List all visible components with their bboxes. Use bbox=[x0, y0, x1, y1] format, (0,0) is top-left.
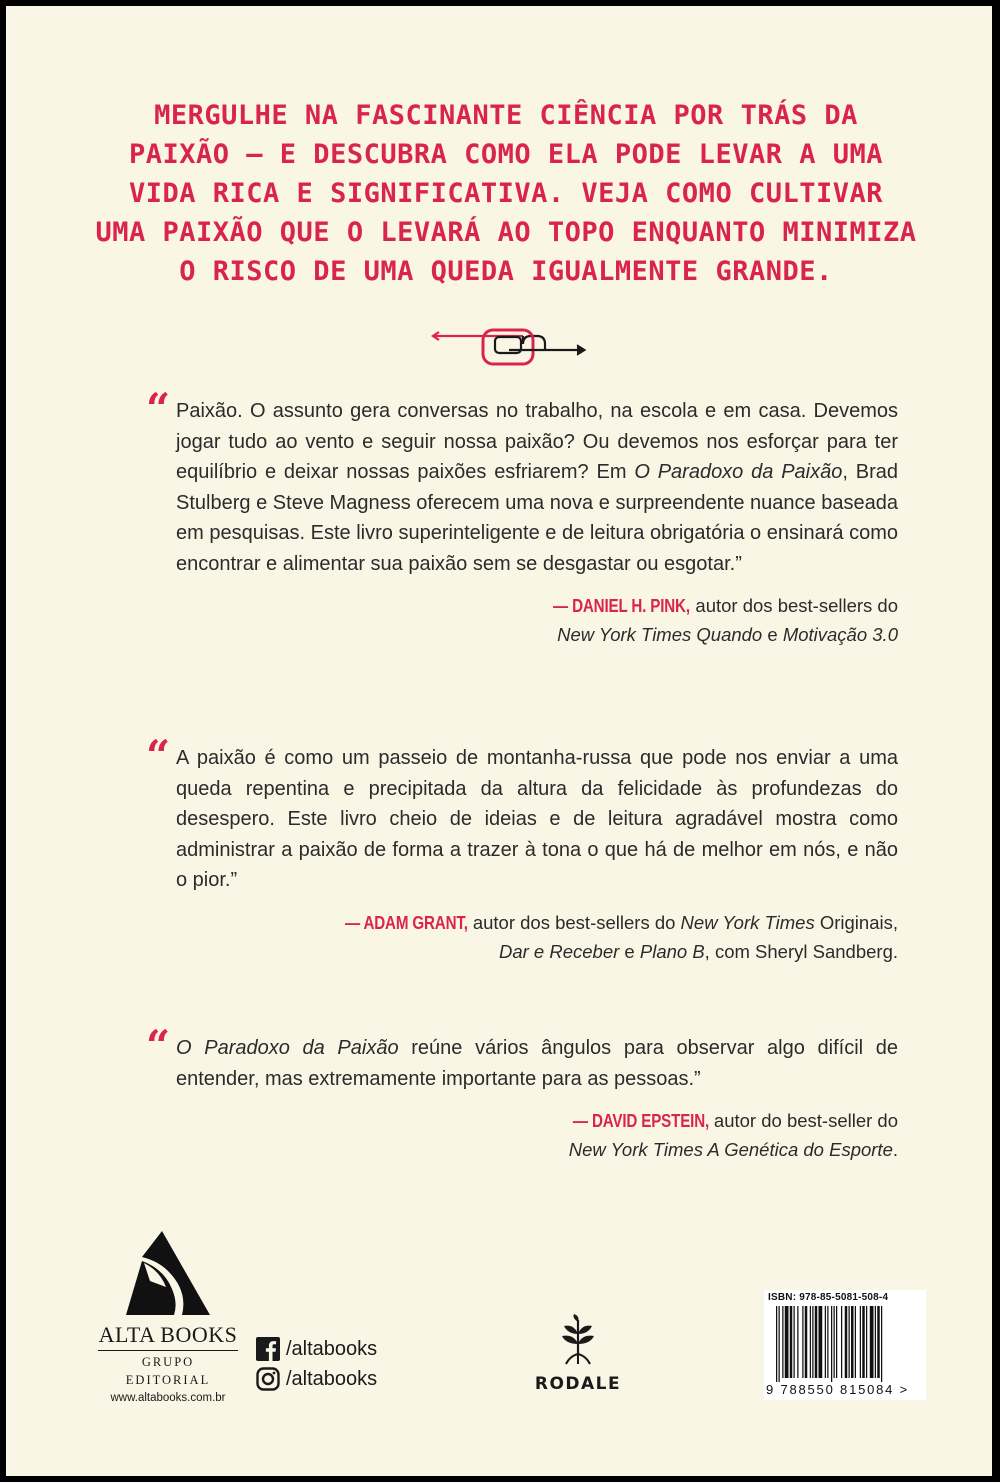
book-title: O Paradoxo da Paixão bbox=[634, 461, 843, 483]
social-handle: /altabooks bbox=[286, 1367, 378, 1390]
barcode-bar bbox=[870, 1306, 874, 1378]
barcode-bar bbox=[845, 1306, 848, 1378]
barcode-bar bbox=[812, 1306, 813, 1378]
author-credentials: autor dos best-sellers do bbox=[690, 595, 898, 616]
author-credentials: autor do best-seller do bbox=[708, 1110, 898, 1131]
barcode-bar bbox=[831, 1306, 832, 1382]
barcode-bar bbox=[815, 1306, 818, 1378]
barcode-bar bbox=[834, 1306, 835, 1378]
barcode-bars bbox=[766, 1306, 924, 1382]
coauthor: , com Sheryl Sandberg. bbox=[704, 940, 898, 962]
barcode-bar bbox=[819, 1306, 823, 1378]
quote-david-epstein bbox=[146, 1021, 898, 1164]
headline-line: UMA PAIXÃO QUE O LEVARÁ AO TOPO ENQUANTO MINIMIZA bbox=[95, 217, 917, 248]
book-title: Plano B bbox=[639, 940, 705, 962]
barcode-bar bbox=[779, 1306, 780, 1382]
author-credentials: autor dos best-sellers do bbox=[467, 911, 681, 933]
barcode-bar bbox=[875, 1306, 876, 1378]
author-name: — DANIEL H. PINK, bbox=[553, 595, 691, 616]
quote-mark: “ bbox=[146, 731, 171, 780]
headline-line: PAIXÃO — E DESCUBRA COMO ELA PODE LEVAR A UMA bbox=[129, 139, 883, 170]
publisher-brand bbox=[98, 1322, 238, 1407]
quote-text-part: Paixão. O assunto gera conversas no trabalho, na escola e em casa. Devemos jogar tudo ao vento e seguir nossa paixão? Ou devemos nos esforçar para ter equilíbrio e deixar nossas paixões esfriarem? Em bbox=[176, 400, 898, 483]
punctuation: . bbox=[892, 1139, 898, 1160]
quote-adam-grant bbox=[146, 731, 898, 966]
quote-daniel-pink bbox=[146, 384, 898, 649]
social-instagram[interactable] bbox=[256, 1364, 377, 1394]
barcode-bar bbox=[785, 1306, 789, 1378]
quote-text-part: , Brad Stulberg e Steve Magness oferecem uma nova e surpreendente nuance baseada em pesquisas. Este livro superinteligente e de leitura obrigatória o ensinará como encontrar e alimentar sua paixão sem se desgastar ou esgotar.” bbox=[176, 461, 898, 575]
newspaper-name: New York Times bbox=[680, 911, 815, 933]
headline-line: O RISCO DE UMA QUEDA IGUALMENTE GRANDE. bbox=[179, 256, 833, 287]
barcode-bar bbox=[841, 1306, 842, 1378]
author-name: — ADAM GRANT, bbox=[344, 911, 468, 933]
quote-text bbox=[176, 396, 898, 579]
book-title: Originais, bbox=[814, 911, 898, 933]
quote-attribution bbox=[146, 591, 898, 649]
imprint-rodale bbox=[528, 1314, 628, 1394]
facebook-icon bbox=[256, 1337, 280, 1361]
barcode-bar bbox=[862, 1306, 865, 1378]
barcode-bar bbox=[877, 1306, 880, 1378]
barcode-bar bbox=[825, 1306, 826, 1378]
barcode-bar bbox=[805, 1306, 808, 1378]
loop-arrow-icon bbox=[431, 324, 596, 369]
barcode-bar bbox=[866, 1306, 867, 1378]
barcode-bar bbox=[851, 1306, 854, 1378]
book-title: Motivação 3.0 bbox=[782, 624, 898, 645]
quote-attribution bbox=[146, 908, 898, 966]
instagram-icon bbox=[256, 1367, 280, 1391]
barcode-bar bbox=[881, 1306, 882, 1382]
barcode-bar bbox=[790, 1306, 793, 1378]
quote-text-part: reúne vários ângulos para observar algo difícil de entender, mas extremamente importante para as pessoas.” bbox=[176, 1037, 898, 1090]
sprout-icon bbox=[556, 1314, 600, 1366]
barcode-bar bbox=[849, 1306, 850, 1378]
social-facebook[interactable] bbox=[256, 1334, 377, 1364]
publisher-name: ALTA BOOKS bbox=[98, 1322, 238, 1347]
book-title: Dar e Receber bbox=[498, 940, 620, 962]
alta-books-mountain-icon bbox=[98, 1231, 238, 1321]
book-title: New York Times A Genética do Esporte bbox=[568, 1139, 893, 1160]
quote-text bbox=[176, 1033, 898, 1094]
headline-line: MERGULHE NA FASCINANTE CIÊNCIA POR TRÁS DA bbox=[154, 100, 858, 131]
imprint-name: RODALE bbox=[534, 1374, 622, 1394]
barcode-bar bbox=[810, 1306, 811, 1378]
barcode-bar bbox=[836, 1306, 837, 1378]
barcode-bar bbox=[782, 1306, 783, 1378]
book-title: New York Times Quando bbox=[557, 624, 763, 645]
barcode-digits: 9 788550 815084 > bbox=[766, 1382, 910, 1397]
publisher-subtitle: GRUPO EDITORIAL bbox=[98, 1350, 238, 1389]
headline-line: VIDA RICA E SIGNIFICATIVA. VEJA COMO CULTIVAR bbox=[129, 178, 883, 209]
author-name: — DAVID EPSTEIN, bbox=[572, 1110, 709, 1131]
barcode-bar bbox=[860, 1306, 861, 1378]
headline bbox=[76, 96, 936, 291]
barcode-bar bbox=[802, 1306, 803, 1378]
social-handle: /altabooks bbox=[286, 1337, 378, 1360]
connector: e bbox=[762, 624, 783, 645]
social-links bbox=[256, 1334, 377, 1394]
connector: e bbox=[619, 940, 640, 962]
quote-attribution bbox=[146, 1106, 898, 1164]
barcode-bar bbox=[855, 1306, 856, 1378]
quote-mark: “ bbox=[146, 1021, 171, 1070]
barcode-bar bbox=[797, 1306, 798, 1378]
barcode-bar bbox=[827, 1306, 828, 1378]
book-title: O Paradoxo da Paixão bbox=[176, 1037, 399, 1059]
quote-text: A paixão é como um passeio de montanha-russa que pode nos enviar a uma queda repentina e precipitada da altura da felicidade às profundezas do desespero. Este livro cheio de ideias e de leitura agradável mostra como administrar a paixão de forma a trazer à tona o que há de melhor em nós, e não o pior.” bbox=[176, 747, 898, 891]
isbn-label: ISBN: 978-85-5081-508-4 bbox=[768, 1292, 889, 1303]
barcode-bar bbox=[776, 1306, 777, 1382]
publisher-website[interactable]: www.altabooks.com.br bbox=[110, 1392, 226, 1404]
quote-mark: “ bbox=[146, 384, 171, 433]
barcode-bar bbox=[794, 1306, 795, 1378]
back-cover bbox=[6, 6, 992, 1476]
barcode bbox=[764, 1290, 926, 1400]
